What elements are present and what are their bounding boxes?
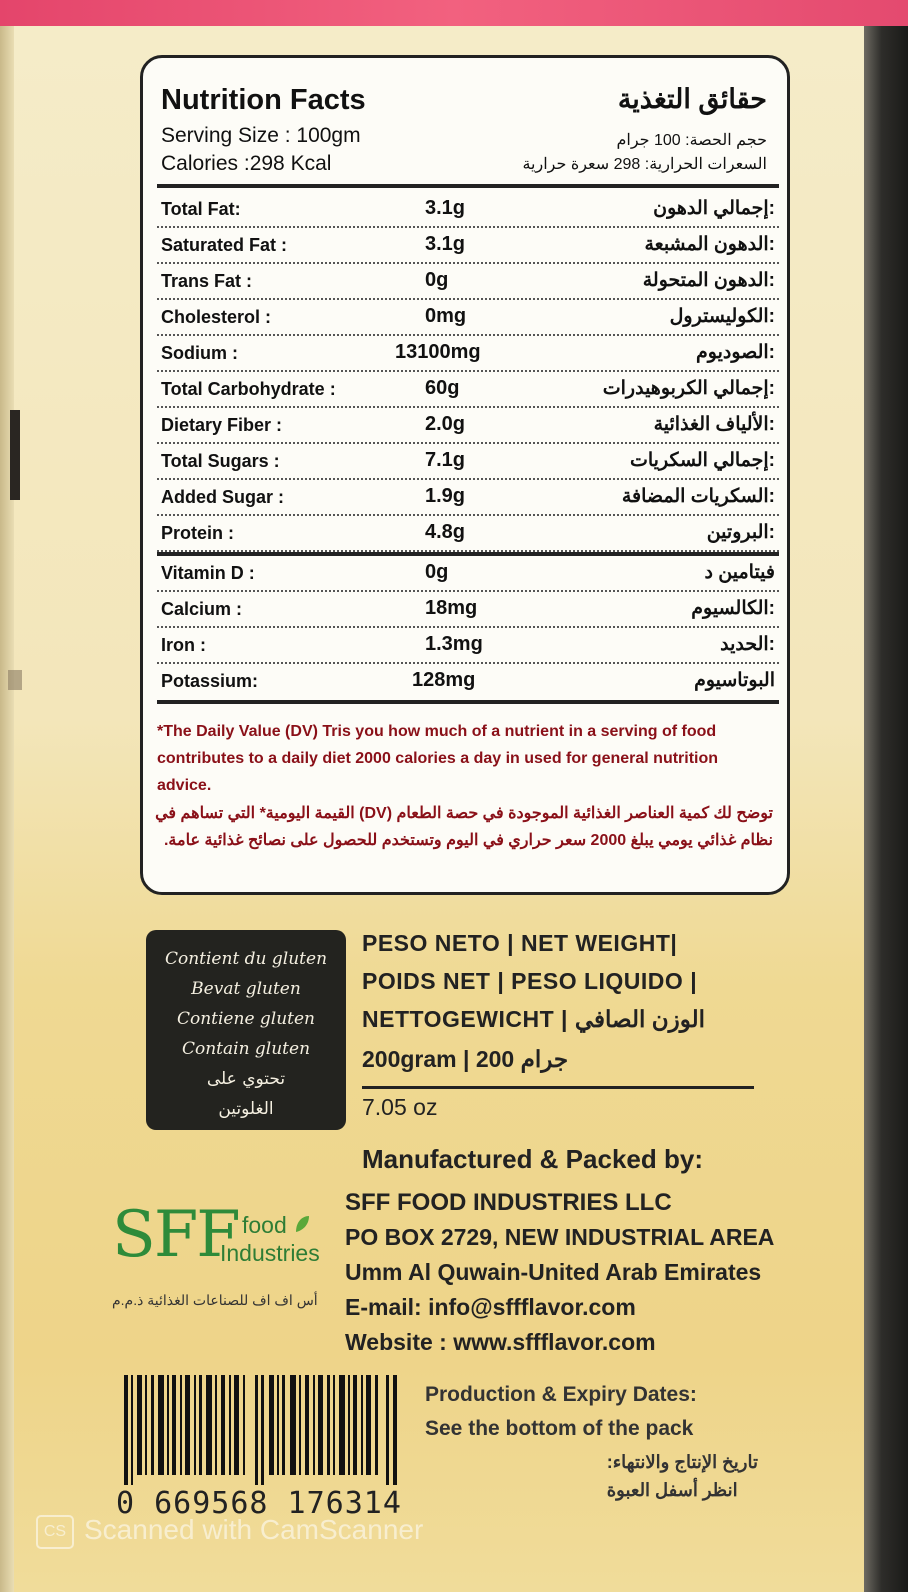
watermark-text: Scanned with CamScanner [84,1514,424,1545]
calories-ar: السعرات الحرارية: 298 سعرة حرارية [522,156,767,173]
nutrient-label-ar: :إجمالي الكربوهيدرات [602,378,775,399]
logo-letters: SFF [112,1198,239,1272]
nutrient-value: 4.8g [425,521,466,543]
leaf-icon [294,1214,310,1234]
gluten-text: Contiene gluten [176,1009,316,1029]
nutrient-row [157,408,779,444]
nutrient-value: 128mg [412,669,476,691]
gluten-text: Bevat gluten [191,979,301,999]
nutrient-label-ar: :السكريات المضافة [621,486,775,507]
net-weight-label: PESO NETO | NET WEIGHT| [362,930,678,956]
logo-arabic-text: أس اف اف للصناعات الغذائية ذ.م.م [112,1292,318,1308]
nutrient-label-en: Cholesterol : [161,307,272,327]
nutrient-row [157,300,779,336]
net-weight-label: NETTOGEWICHT | الوزن الصافي [362,1006,706,1032]
nutrient-label-en: Trans Fat : [161,271,253,291]
nutrient-label-ar: :إجمالي الدهون [653,198,775,219]
daily-value-note-en: *The Daily Value (DV) Tris you how much of a nutrient in a serving of food contributes to a daily diet 2000 calories a day in used for general nutrition advice. [157,723,719,794]
nutrient-label-en: Protein : [161,523,235,543]
production-line-ar: تاريخ الإنتاج والانتهاء: [606,1452,758,1472]
nutrient-row [157,592,779,628]
nutrient-label-ar: :الألياف الغذائية [653,414,775,435]
gluten-text: تحتوي على [206,1069,286,1089]
scanner-watermark [36,1514,423,1549]
nutrient-value: 3.1g [425,197,466,219]
nutrient-label-en: Calcium : [161,599,243,619]
manufacturer-address: Umm Al Quwain-United Arab Emirates [345,1259,762,1285]
nutrient-row [157,664,779,700]
nutrient-label-en: Iron : [161,635,206,655]
barcode-number: 0 669568 176314 [116,1486,402,1521]
daily-value-note-ar: توضح لك كمية العناصر الغذائية الموجودة في حصة الطعام (DV) القيمة اليومية* التي تساهم في نظام غذائي يومي يبلغ 2000 سعر حراري في اليوم وتستخدم للحصول على نصائح غذائية عامة. [155,805,773,849]
sff-logo [112,1200,332,1270]
manufacturer-company: SFF FOOD INDUSTRIES LLC [345,1189,672,1216]
nutrient-label-en: Vitamin D : [161,563,255,583]
nutrient-value: 3.1g [425,233,466,255]
nutrient-row [157,628,779,664]
serving-size-en: Serving Size : 100gm [161,124,361,147]
nutrient-label-en: Saturated Fat : [161,235,288,255]
nutrient-label-ar: :الدهون المشبعة [644,234,775,255]
nutrient-row [157,516,779,552]
calories-en: Calories :298 Kcal [161,152,332,175]
production-note [425,1378,697,1446]
nutrient-label-ar: :البروتين [706,522,775,543]
nutrient-label-ar: :الكوليسترول [669,306,775,327]
barcode [124,1375,399,1485]
gluten-text: Contain gluten [181,1039,311,1059]
nutrient-row [157,480,779,516]
divider [157,700,779,704]
nutrient-row [157,228,779,264]
nutrient-value: 1.3mg [425,633,483,655]
gluten-text: الغلوتين [218,1099,274,1119]
nutrient-row [157,192,779,228]
package-side-mark [10,410,20,500]
net-weight-block [362,924,762,1073]
logo-industries-text: Industries [220,1240,320,1266]
gluten-text: Contient du gluten [164,949,328,969]
nutrient-value: 18mg [425,597,478,619]
manufacturer-email: E-mail: info@sffflavor.com [345,1294,636,1320]
package-side-mark [8,670,22,690]
nutrient-label-en: Added Sugar : [161,487,285,507]
net-weight-oz: 7.05 oz [362,1094,438,1120]
nutrient-label-ar: :الصوديوم [695,342,775,363]
nutrient-row [157,444,779,480]
package-top-band [0,0,908,26]
nutrient-value: 2.0g [425,413,466,435]
package-right-edge [864,26,908,1592]
nutrient-label-en: Total Carbohydrate : [161,379,336,399]
nutrient-row [157,336,779,372]
nutrient-value: 0g [425,561,449,583]
nutrient-label-en: Total Fat: [161,199,241,219]
nutrient-label-ar: :الحديد [720,634,775,655]
package-left-edge [0,26,14,1592]
nutrient-label-ar: :إجمالي السكريات [630,450,775,471]
camscanner-icon: CS [36,1515,74,1549]
nutrient-label-ar: :الكالسيوم [691,598,775,619]
nutrition-title-ar: حقائق التغذية [617,84,767,114]
manufacturer-address: PO BOX 2729, NEW INDUSTRIAL AREA [345,1224,775,1250]
nutrient-label-ar: :الدهون المتحولة [642,270,775,291]
nutrient-row [157,372,779,408]
nutrient-value: 60g [425,377,460,399]
nutrient-value: 0g [425,269,449,291]
nutrient-label-en: Potassium: [161,671,259,691]
nutrient-value: 7.1g [425,449,466,471]
manufacturer-website: Website : www.sffflavor.com [345,1329,656,1355]
net-weight-grams: 200gram | 200 جرام [362,1046,569,1072]
nutrient-label-en: Dietary Fiber : [161,415,283,435]
nutrient-label-ar: البوتاسيوم [694,670,775,691]
nutrient-row [157,264,779,300]
nutrition-facts-panel [140,55,790,895]
gluten-warning-box [146,930,346,1130]
serving-size-ar: حجم الحصة: 100 جرام [616,132,767,149]
nutrient-label-en: Total Sugars : [161,451,280,471]
nutrient-label-en: Sodium : [161,343,238,363]
nutrient-value: 13100mg [395,341,481,363]
nutrient-row [157,556,779,592]
net-weight-label: POIDS NET | PESO LIQUIDO | [362,968,698,994]
production-note-ar [607,1448,758,1504]
logo-food-text: food [242,1212,287,1238]
manufacturer-details [345,1185,774,1360]
production-line-ar: انظر أسفل العبوة [606,1480,738,1500]
nutrient-value: 0mg [425,305,467,327]
nutrition-title-en: Nutrition Facts [161,84,366,116]
divider [157,184,779,188]
divider [362,1086,754,1089]
manufacturer-title: Manufactured & Packed by: [362,1144,703,1174]
production-line: Production & Expiry Dates: [425,1383,697,1406]
production-line: See the bottom of the pack [425,1417,694,1440]
nutrient-value: 1.9g [425,485,466,507]
nutrient-label-ar: فيتامين د [704,562,775,583]
